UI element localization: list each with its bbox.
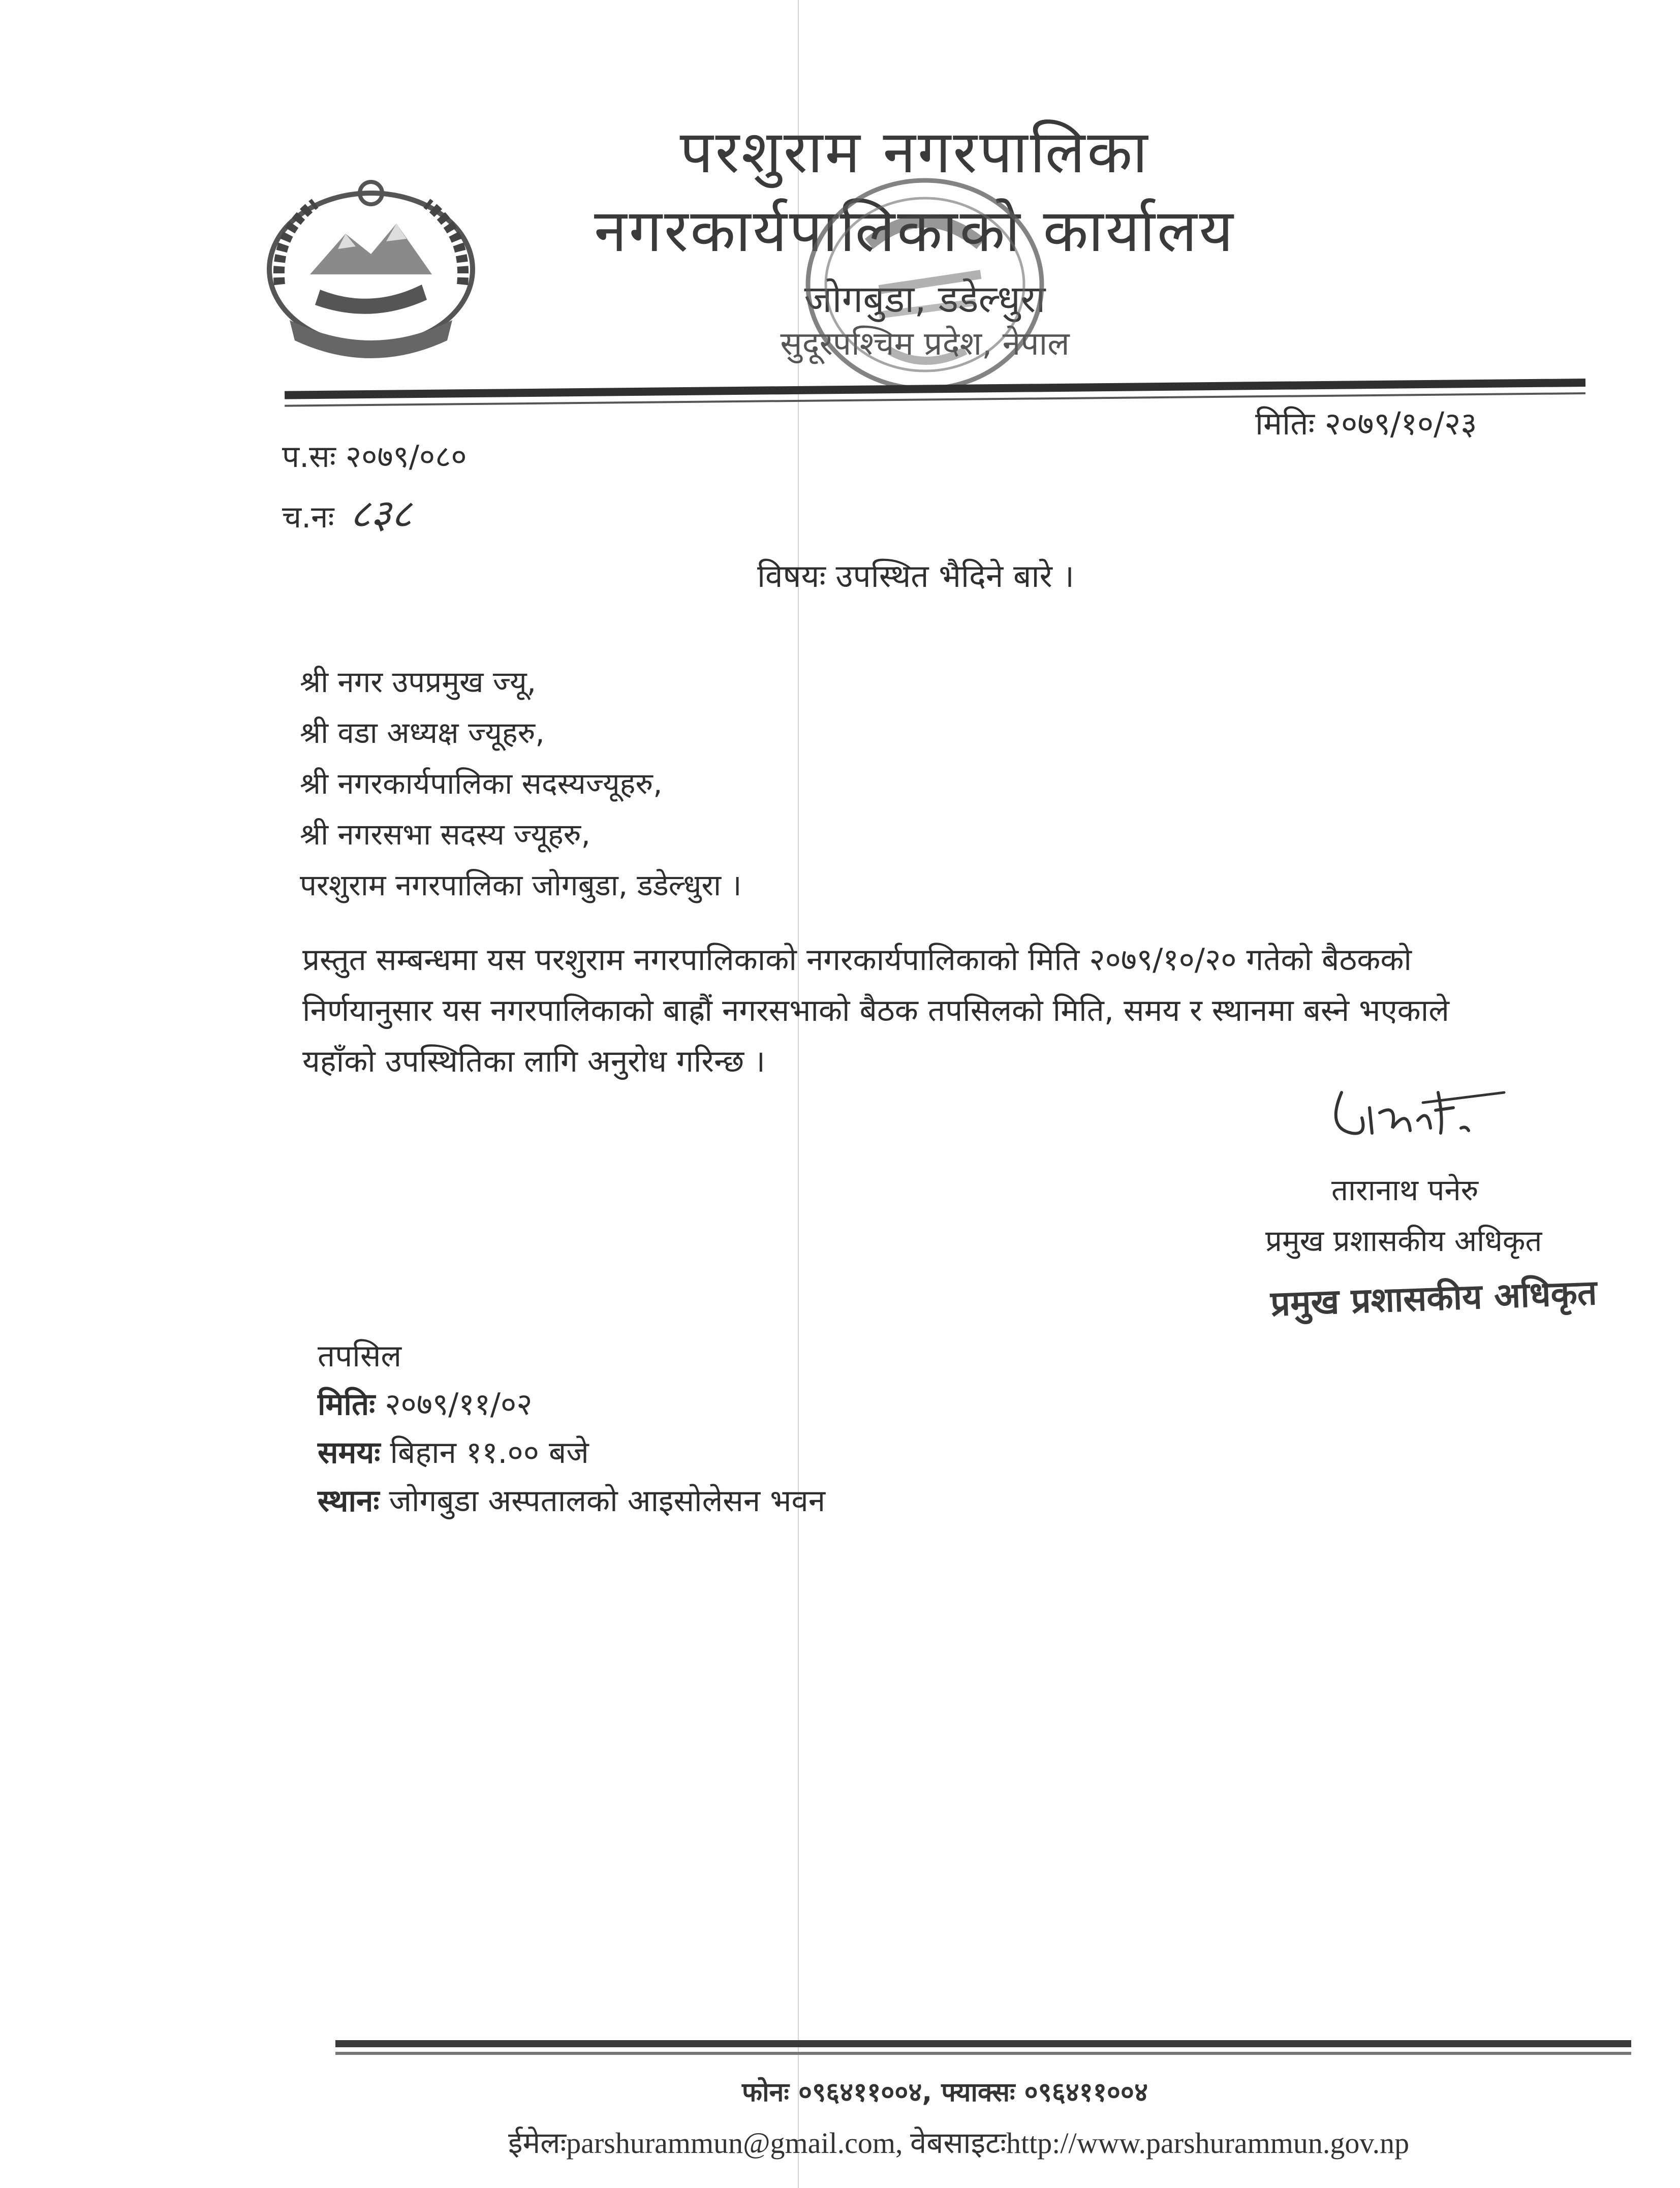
addressee-line: श्री नगरकार्यपालिका सदस्यज्यूहरु,: [300, 766, 663, 801]
handwritten-signature: [1321, 1072, 1509, 1159]
footer-rule-thin: [335, 2052, 1631, 2055]
body-line: प्रस्तुत सम्बन्धमा यस परशुराम नगरपालिकाको नगरकार्यपालिकाको मिति २०७९/१०/२० गतेको बैठकको: [302, 942, 1412, 978]
body-line: निर्णयानुसार यस नगरपालिकाको बाह्रौं नगरसभाको बैठक तपसिलको मिति, समय र स्थानमा बस्ने भएकाले: [302, 993, 1449, 1028]
footer-email-website: ईमेलःparshurammun@gmail.com, वेबसाइटःhttp://www.parshurammun.gov.np: [508, 2127, 1410, 2160]
reference-label: प.सः: [282, 439, 336, 475]
footer-phone-fax: फोनः ०९६४११००४, फ्याक्सः ०९६४११००४: [742, 2077, 1148, 2108]
schedule-place-label: स्थानः: [318, 1483, 380, 1519]
letter-date: मितिः २०७९/१०/२३: [1255, 405, 1477, 442]
addressee-line: परशुराम नगरपालिका जोगबुडा, डडेल्धुरा ।: [300, 868, 742, 902]
schedule-time-label: समयः: [318, 1435, 381, 1471]
office-subtitle: नगरकार्यपालिकाको कार्यालय: [594, 197, 1235, 265]
reference-number: [282, 434, 467, 476]
body-line: यहाँको उपस्थितिका लागि अनुरोध गरिन्छ ।: [302, 1044, 766, 1079]
schedule-heading: तपसिल: [318, 1338, 402, 1374]
office-name: परशुराम नगरपालिका: [679, 118, 1150, 186]
schedule-time-value: बिहान ११.०० बजे: [390, 1435, 589, 1471]
addressee-line: श्री नगर उपप्रमुख ज्यू,: [300, 665, 537, 699]
office-address-line1: जोगबुडा, डडेल्धुरा: [804, 277, 1046, 321]
dispatch-label: च.नः: [282, 499, 334, 535]
letter-subject: विषयः उपस्थित भैदिने बारे ।: [757, 557, 1075, 595]
signatory-title: प्रमुख प्रशासकीय अधिकृत: [1265, 1224, 1542, 1258]
dispatch-value: ८३८: [350, 491, 412, 537]
schedule-date-label: मितिः: [318, 1387, 376, 1422]
footer-rule: [335, 2040, 1631, 2047]
schedule-place: [318, 1479, 825, 1520]
schedule-place-value: जोगबुडा अस्पतालको आइसोलेसन भवन: [389, 1483, 826, 1519]
schedule-time: [318, 1430, 589, 1472]
addressee-line: श्री वडा अध्यक्ष ज्यूहरु,: [300, 715, 545, 750]
office-seal-stamp: [793, 168, 1057, 407]
signatory-name: तारानाथ पनेरु: [1331, 1173, 1479, 1207]
schedule-date-value: २०७९/११/०२: [385, 1387, 533, 1422]
signatory-title-stamp: प्रमुख प्रशासकीय अधिकृत: [1269, 1272, 1598, 1325]
office-address-line2: सुदूरपश्चिम प्रदेश, नेपाल: [780, 325, 1070, 363]
dispatch-number: [282, 485, 412, 539]
schedule-date: [318, 1382, 532, 1424]
nepal-emblem-icon: [244, 158, 498, 371]
addressee-line: श्री नगरसभा सदस्य ज्यूहरु,: [300, 817, 590, 852]
reference-value: २०७९/०८०: [345, 439, 467, 475]
